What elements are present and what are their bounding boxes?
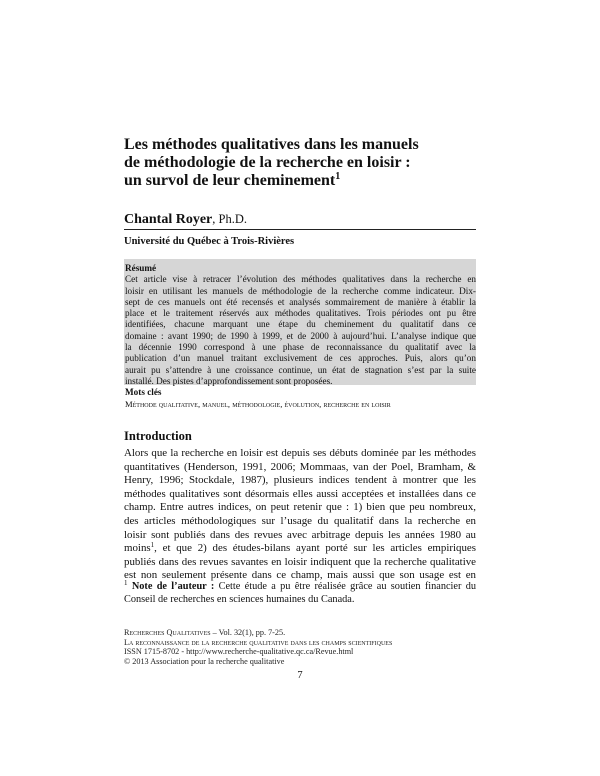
abstract-line: la décennie 1990 correspond à une phase de reconnaissance du qualitatif avec la <box>125 342 476 353</box>
footnote-text: Cette étude a pu être réalisée grâce au soutien financier du <box>214 581 477 592</box>
abstract-line: loisir en utilisant les manuels de méthodologie de la recherche comme indicateur. Dix- <box>125 285 476 296</box>
introduction-body <box>124 447 476 583</box>
journal-name: Recherches Qualitatives <box>124 628 211 637</box>
abstract-box <box>124 259 476 409</box>
author-name: Chantal Royer <box>124 212 213 227</box>
author-affiliation: Université du Québec à Trois-Rivières <box>124 236 295 247</box>
author <box>124 210 476 229</box>
body-line: champ. Entre autres indices, on peut retenir que : 1) bien que peu nombreux, <box>124 501 476 514</box>
title-line: de méthodologie de la recherche en loisir : <box>124 154 411 171</box>
abstract-line: identifiées, chacune marquant une étape du cheminement du qualitatif dans ce <box>125 319 476 330</box>
article-title <box>124 136 484 190</box>
body-line: loisir sont publiés dans des revues avec arbitrage depuis les années 1980 au <box>124 528 476 541</box>
journal-line <box>124 628 476 638</box>
keywords: Méthode qualitative, manuel, méthodologie, évolution, recherche en loisir <box>125 398 391 409</box>
abstract-line: Cet article vise à retracer l’évolution des méthodes qualitatives dans la recherche en <box>125 274 476 285</box>
body-line: quantitatives (Henderson, 1991, 2006; Mommaas, van der Poel, Bramham, & <box>124 460 476 473</box>
body-line-text: et que 2) des études-bilans ayant porté sur les articles empiriques <box>162 542 476 555</box>
section-heading-introduction: Introduction <box>124 429 192 443</box>
abstract-heading: Résumé <box>125 263 157 273</box>
abstract-line: aurait pu s’attendre à une croissance continue, un état de stagnation s’est par la suite <box>125 364 476 375</box>
author-rule <box>124 229 476 230</box>
body-line: moins$^1$, et que 2) des études-bilans ayant porté sur les articles empiriques <box>124 541 476 555</box>
footnote-line <box>124 580 476 593</box>
body-line: des articles méthodologiques sur l’usage du qualitatif dans la recherche en <box>124 514 476 527</box>
copyright-line: © 2013 Association pour la recherche qualitative <box>124 656 285 666</box>
journal-volume: – Vol. 32(1), pp. 7-25. <box>210 628 286 637</box>
author-suffix: , Ph.D. <box>212 212 248 226</box>
title-line <box>124 172 484 190</box>
body-line: Alors que la recherche en loisir est depuis ses débuts dominée par les méthodes <box>124 447 476 459</box>
abstract-line: installé. Des pistes d’approfondissement sont proposées. <box>125 375 333 386</box>
title-footnote-mark: 1 <box>335 171 341 182</box>
issue-title: La reconnaissance de la recherche qualitative dans les champs scientifiques <box>124 637 393 647</box>
body-line: est non seulement présente dans ce champ, mais aussi que son usage est en <box>124 569 476 582</box>
footnote-line: Conseil de recherches en sciences humaines du Canada. <box>124 594 355 606</box>
footnote-label: Note de l’auteur : <box>131 581 215 592</box>
abstract-line: domaine : avant 1990; de 1990 à 1999, et de 2000 à aujourd’hui. L’analyse indique que <box>125 330 476 341</box>
abstract-line: place et le traitement réservés aux méthodes qualitatives. Trois périodes ont pu être <box>125 308 476 319</box>
footnote-mark: 1 <box>124 579 128 587</box>
title-line-text: un survol de leur cheminement <box>124 172 336 189</box>
body-line: Henry, 1996; Stockdale, 1987), plusieurs indices tendent à montrer que les <box>124 474 476 487</box>
footnote-ref: 1 <box>150 541 155 550</box>
keywords-heading: Mots clés <box>125 387 162 398</box>
issn-line: ISSN 1715-8702 - http://www.recherche-qualitative.qc.ca/Revue.html <box>124 647 354 657</box>
body-line: méthodes qualitatives sont désormais elles aussi acceptées et installées dans ce <box>124 487 476 500</box>
title-line: Les méthodes qualitatives dans les manuels <box>124 136 419 153</box>
abstract-line: publication d’un manuel traitant exclusivement de ces approches. Puis, alors qu’on <box>125 353 476 364</box>
body-word: moins <box>124 542 151 555</box>
body-line: publiés dans des revues savantes en loisir indiquent que la recherche qualitative <box>124 555 476 568</box>
page-number: 7 <box>297 670 303 681</box>
footnote <box>124 580 476 607</box>
source-info <box>124 628 476 666</box>
abstract-line: sept de ces manuels ont été recensés et analysés sommairement de manière à établir la <box>125 296 476 307</box>
